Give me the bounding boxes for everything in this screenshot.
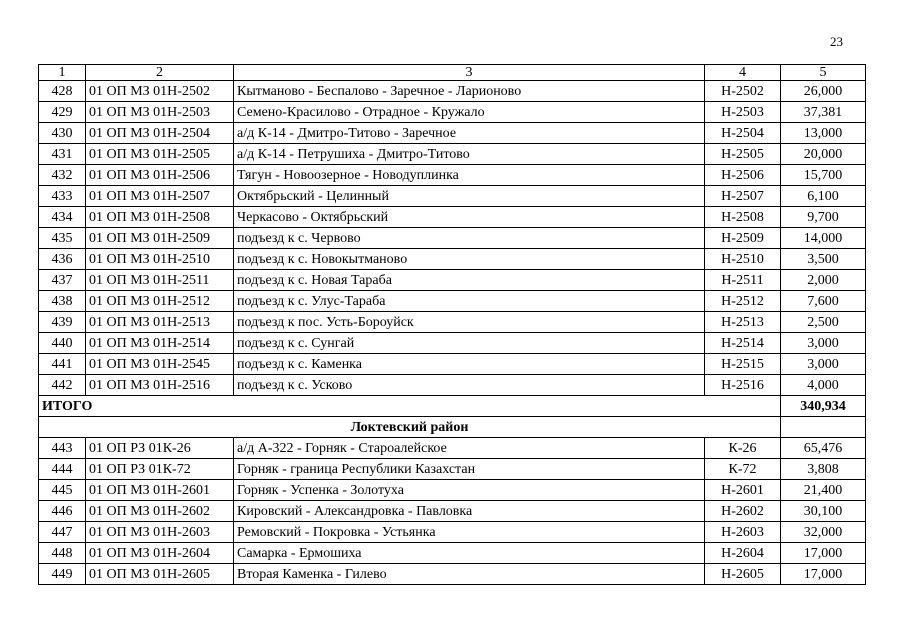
row-number: 442 [39, 375, 86, 396]
road-code: 01 ОП МЗ 01Н-2504 [86, 123, 234, 144]
road-length: 7,600 [781, 291, 866, 312]
row-number: 429 [39, 102, 86, 123]
header-cell: 3 [234, 65, 705, 81]
header-cell: 1 [39, 65, 86, 81]
road-code: 01 ОП МЗ 01Н-2513 [86, 312, 234, 333]
road-code: 01 ОП РЗ 01К-72 [86, 459, 234, 480]
road-index: Н-2505 [705, 144, 781, 165]
road-index: Н-2510 [705, 249, 781, 270]
row-number: 449 [39, 564, 86, 585]
table-row [39, 270, 866, 291]
road-name: Семено-Красилово - Отрадное - Кружало [234, 102, 705, 123]
road-index: Н-2514 [705, 333, 781, 354]
road-index: Н-2605 [705, 564, 781, 585]
row-number: 432 [39, 165, 86, 186]
road-name: Черкасово - Октябрьский [234, 207, 705, 228]
road-name: Кировский - Александровка - Павловка [234, 501, 705, 522]
road-code: 01 ОП МЗ 01Н-2514 [86, 333, 234, 354]
section-title: Локтевский район [39, 417, 781, 438]
road-index: К-72 [705, 459, 781, 480]
road-length: 26,000 [781, 81, 866, 102]
header-cell: 2 [86, 65, 234, 81]
table-row [39, 81, 866, 102]
section-row [39, 417, 866, 438]
road-code: 01 ОП МЗ 01Н-2502 [86, 81, 234, 102]
row-number: 439 [39, 312, 86, 333]
road-index: Н-2515 [705, 354, 781, 375]
road-code: 01 ОП МЗ 01Н-2507 [86, 186, 234, 207]
table-row [39, 564, 866, 585]
table-row [39, 123, 866, 144]
table-row [39, 375, 866, 396]
road-code: 01 ОП МЗ 01Н-2506 [86, 165, 234, 186]
table-row [39, 354, 866, 375]
road-index: Н-2508 [705, 207, 781, 228]
table-header-row [39, 65, 866, 81]
table-row [39, 102, 866, 123]
road-code: 01 ОП РЗ 01К-26 [86, 438, 234, 459]
road-index: Н-2513 [705, 312, 781, 333]
road-code: 01 ОП МЗ 01Н-2602 [86, 501, 234, 522]
road-code: 01 ОП МЗ 01Н-2509 [86, 228, 234, 249]
road-length: 65,476 [781, 438, 866, 459]
road-code: 01 ОП МЗ 01Н-2545 [86, 354, 234, 375]
table-row [39, 186, 866, 207]
road-length: 3,000 [781, 333, 866, 354]
roads-table [38, 64, 866, 585]
row-number: 444 [39, 459, 86, 480]
road-name: а/д К-14 - Петрушиха - Дмитро-Титово [234, 144, 705, 165]
row-number: 440 [39, 333, 86, 354]
road-length: 13,000 [781, 123, 866, 144]
total-row [39, 396, 866, 417]
road-code: 01 ОП МЗ 01Н-2604 [86, 543, 234, 564]
row-number: 433 [39, 186, 86, 207]
road-length: 15,700 [781, 165, 866, 186]
road-length: 20,000 [781, 144, 866, 165]
row-number: 446 [39, 501, 86, 522]
table-row [39, 522, 866, 543]
table-row [39, 207, 866, 228]
row-number: 430 [39, 123, 86, 144]
header-cell: 4 [705, 65, 781, 81]
road-index: Н-2504 [705, 123, 781, 144]
road-name: Кытманово - Беспалово - Заречное - Ларионово [234, 81, 705, 102]
road-name: Тягун - Новоозерное - Новодуплинка [234, 165, 705, 186]
road-name: подъезд к с. Новая Тараба [234, 270, 705, 291]
page-number: 23 [830, 34, 843, 49]
road-name: Ремовский - Покровка - Устьянка [234, 522, 705, 543]
table-row [39, 249, 866, 270]
road-length: 3,000 [781, 354, 866, 375]
road-name: подъезд к с. Усково [234, 375, 705, 396]
row-number: 447 [39, 522, 86, 543]
row-number: 441 [39, 354, 86, 375]
roads-table-body [39, 65, 866, 585]
road-code: 01 ОП МЗ 01Н-2505 [86, 144, 234, 165]
road-length: 21,400 [781, 480, 866, 501]
road-index: Н-2506 [705, 165, 781, 186]
road-code: 01 ОП МЗ 01Н-2503 [86, 102, 234, 123]
road-index: Н-2511 [705, 270, 781, 291]
road-length: 30,100 [781, 501, 866, 522]
total-label: ИТОГО [39, 396, 781, 417]
road-index: Н-2516 [705, 375, 781, 396]
row-number: 448 [39, 543, 86, 564]
road-name: подъезд к с. Новокытманово [234, 249, 705, 270]
table-row [39, 291, 866, 312]
road-index: Н-2512 [705, 291, 781, 312]
road-name: подъезд к с. Улус-Тараба [234, 291, 705, 312]
row-number: 435 [39, 228, 86, 249]
road-name: Горняк - граница Республики Казахстан [234, 459, 705, 480]
row-number: 443 [39, 438, 86, 459]
table-row [39, 144, 866, 165]
road-length: 17,000 [781, 564, 866, 585]
road-index: Н-2604 [705, 543, 781, 564]
road-index: Н-2502 [705, 81, 781, 102]
row-number: 434 [39, 207, 86, 228]
row-number: 436 [39, 249, 86, 270]
road-code: 01 ОП МЗ 01Н-2512 [86, 291, 234, 312]
road-name: подъезд к пос. Усть-Бороуйск [234, 312, 705, 333]
road-length: 3,500 [781, 249, 866, 270]
table-row [39, 480, 866, 501]
row-number: 437 [39, 270, 86, 291]
road-code: 01 ОП МЗ 01Н-2508 [86, 207, 234, 228]
table-row [39, 228, 866, 249]
road-name: а/д А-322 - Горняк - Староалейское [234, 438, 705, 459]
table-row [39, 543, 866, 564]
road-name: Самарка - Ермошиха [234, 543, 705, 564]
row-number: 428 [39, 81, 86, 102]
road-length: 17,000 [781, 543, 866, 564]
road-index: Н-2601 [705, 480, 781, 501]
table-row [39, 501, 866, 522]
road-length: 32,000 [781, 522, 866, 543]
row-number: 438 [39, 291, 86, 312]
road-index: Н-2603 [705, 522, 781, 543]
road-code: 01 ОП МЗ 01Н-2516 [86, 375, 234, 396]
road-name: Вторая Каменка - Гилево [234, 564, 705, 585]
header-cell: 5 [781, 65, 866, 81]
road-code: 01 ОП МЗ 01Н-2605 [86, 564, 234, 585]
road-name: подъезд к с. Каменка [234, 354, 705, 375]
road-code: 01 ОП МЗ 01Н-2601 [86, 480, 234, 501]
table-row [39, 165, 866, 186]
road-name: а/д К-14 - Дмитро-Титово - Заречное [234, 123, 705, 144]
table-row [39, 459, 866, 480]
road-length: 3,808 [781, 459, 866, 480]
table-row [39, 312, 866, 333]
road-code: 01 ОП МЗ 01Н-2603 [86, 522, 234, 543]
road-length: 6,100 [781, 186, 866, 207]
road-code: 01 ОП МЗ 01Н-2510 [86, 249, 234, 270]
road-code: 01 ОП МЗ 01Н-2511 [86, 270, 234, 291]
table-row [39, 438, 866, 459]
row-number: 445 [39, 480, 86, 501]
road-name: подъезд к с. Червово [234, 228, 705, 249]
road-index: Н-2509 [705, 228, 781, 249]
road-name: подъезд к с. Сунгай [234, 333, 705, 354]
road-name: Горняк - Успенка - Золотуха [234, 480, 705, 501]
road-length: 2,000 [781, 270, 866, 291]
road-length: 4,000 [781, 375, 866, 396]
road-length: 37,381 [781, 102, 866, 123]
road-length: 9,700 [781, 207, 866, 228]
road-index: Н-2503 [705, 102, 781, 123]
road-index: Н-2602 [705, 501, 781, 522]
road-name: Октябрьский - Целинный [234, 186, 705, 207]
road-index: Н-2507 [705, 186, 781, 207]
road-length: 2,500 [781, 312, 866, 333]
road-length: 14,000 [781, 228, 866, 249]
road-index: К-26 [705, 438, 781, 459]
row-number: 431 [39, 144, 86, 165]
total-value: 340,934 [781, 396, 866, 417]
table-row [39, 333, 866, 354]
section-empty-cell [781, 417, 866, 438]
